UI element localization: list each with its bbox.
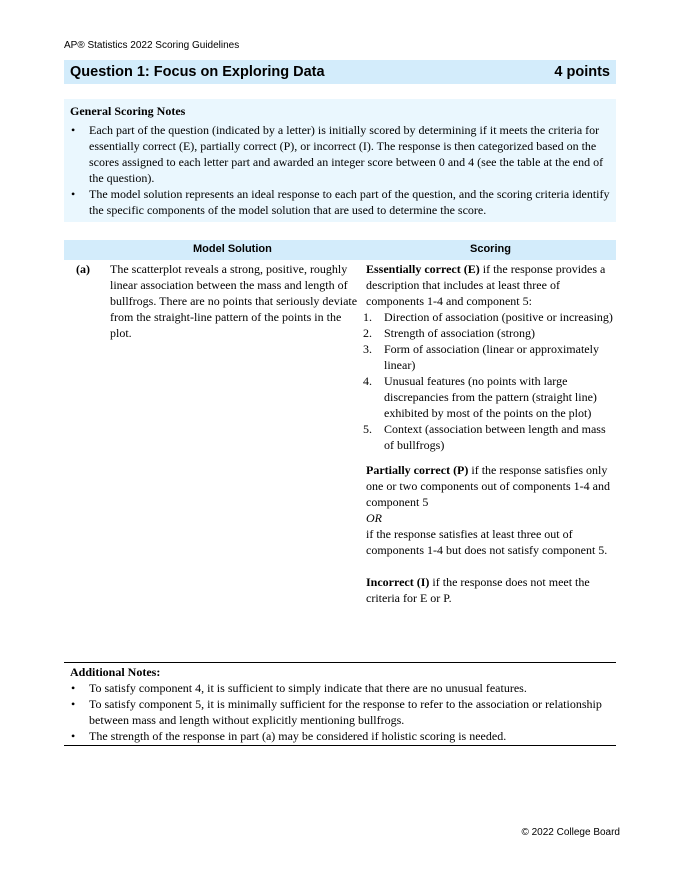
component-number: 2. <box>363 326 372 340</box>
additional-note-item: • To satisfy component 4, it is sufficient to simply indicate that there are no unusual features. <box>70 680 610 696</box>
incorrect-label: Incorrect (I) <box>366 575 430 589</box>
model-solution-text: The scatterplot reveals a strong, positive, roughly linear association between the mass and length of bullfrogs. There are no points that seriously deviate from the straight-line pattern of the points in the plot. <box>110 262 358 340</box>
component-list <box>363 309 616 453</box>
copyright-footer: © 2022 College Board <box>521 827 620 838</box>
partially-correct-text: if the response satisfies only one or two components out of components 1-4 and component 5 <box>366 463 610 509</box>
essentially-correct-label: Essentially correct (E) <box>366 262 480 276</box>
scoring-criteria <box>363 261 616 606</box>
additional-note-item: • To satisfy component 5, it is minimally sufficient for the response to refer to the association or relationship between mass and length without explicitly mentioning bullfrogs. <box>70 696 610 728</box>
partially-correct-criteria <box>366 462 616 510</box>
question-title-bar <box>64 60 616 84</box>
partially-correct-label: Partially correct (P) <box>366 463 469 477</box>
essentially-correct-criteria <box>366 261 616 309</box>
scoring-column-header: Scoring <box>470 243 511 255</box>
model-solution-column-header: Model Solution <box>193 243 272 255</box>
question-points: 4 points <box>554 64 610 80</box>
additional-notes-heading: Additional Notes: <box>70 665 161 679</box>
general-notes-list <box>70 122 610 218</box>
part-label: (a) <box>76 262 90 276</box>
additional-note-item: • The strength of the response in part (a) may be considered if holistic scoring is needed. <box>70 728 610 744</box>
component-item <box>363 309 616 325</box>
general-note-item: • Each part of the question (indicated by a letter) is initially scored by determining if it meets the criteria for essentially correct (E), partially correct (P), or incorrect (I). The response is then categorized based on the scores assigned to each letter part and awarded an integer score between 0 and 4 (see the table at the end of the question). <box>70 122 610 186</box>
general-note-item: • The model solution represents an ideal response to each part of the question, and the scoring criteria identify the specific components of the model solution that are used to determine the score. <box>70 186 610 218</box>
general-notes-heading: General Scoring Notes <box>70 104 186 118</box>
component-item <box>363 325 616 341</box>
component-item <box>363 341 616 373</box>
component-item <box>363 421 616 453</box>
or-separator: OR <box>366 511 382 525</box>
component-item <box>363 373 616 421</box>
question-title: Question 1: Focus on Exploring Data <box>70 64 325 80</box>
essentially-correct-text: if the response provides a description that includes at least three of components 1-4 and component 5: <box>366 262 606 308</box>
incorrect-text: if the response does not meet the criteria for E or P. <box>366 575 590 605</box>
component-number: 4. <box>363 374 372 388</box>
component-text: Form of association (linear or approximately linear) <box>384 342 599 372</box>
scoring-table-header <box>64 240 616 260</box>
component-text: Direction of association (positive or increasing) <box>384 310 613 324</box>
component-text: Strength of association (strong) <box>384 326 535 340</box>
incorrect-criteria <box>366 574 616 606</box>
partially-correct-alt-text: if the response satisfies at least three out of components 1-4 but does not satisfy component 5. <box>366 527 608 557</box>
component-number: 3. <box>363 342 372 356</box>
component-text: Unusual features (no points with large discrepancies from the pattern (straight line) exhibited by most of the points on the plot) <box>384 374 597 420</box>
general-scoring-notes <box>64 99 616 222</box>
component-text: Context (association between length and mass of bullfrogs) <box>384 422 606 452</box>
running-header: AP® Statistics 2022 Scoring Guidelines <box>64 40 240 51</box>
additional-notes-list <box>70 680 610 744</box>
component-number: 5. <box>363 422 372 436</box>
component-number: 1. <box>363 310 372 324</box>
additional-notes <box>64 662 616 746</box>
